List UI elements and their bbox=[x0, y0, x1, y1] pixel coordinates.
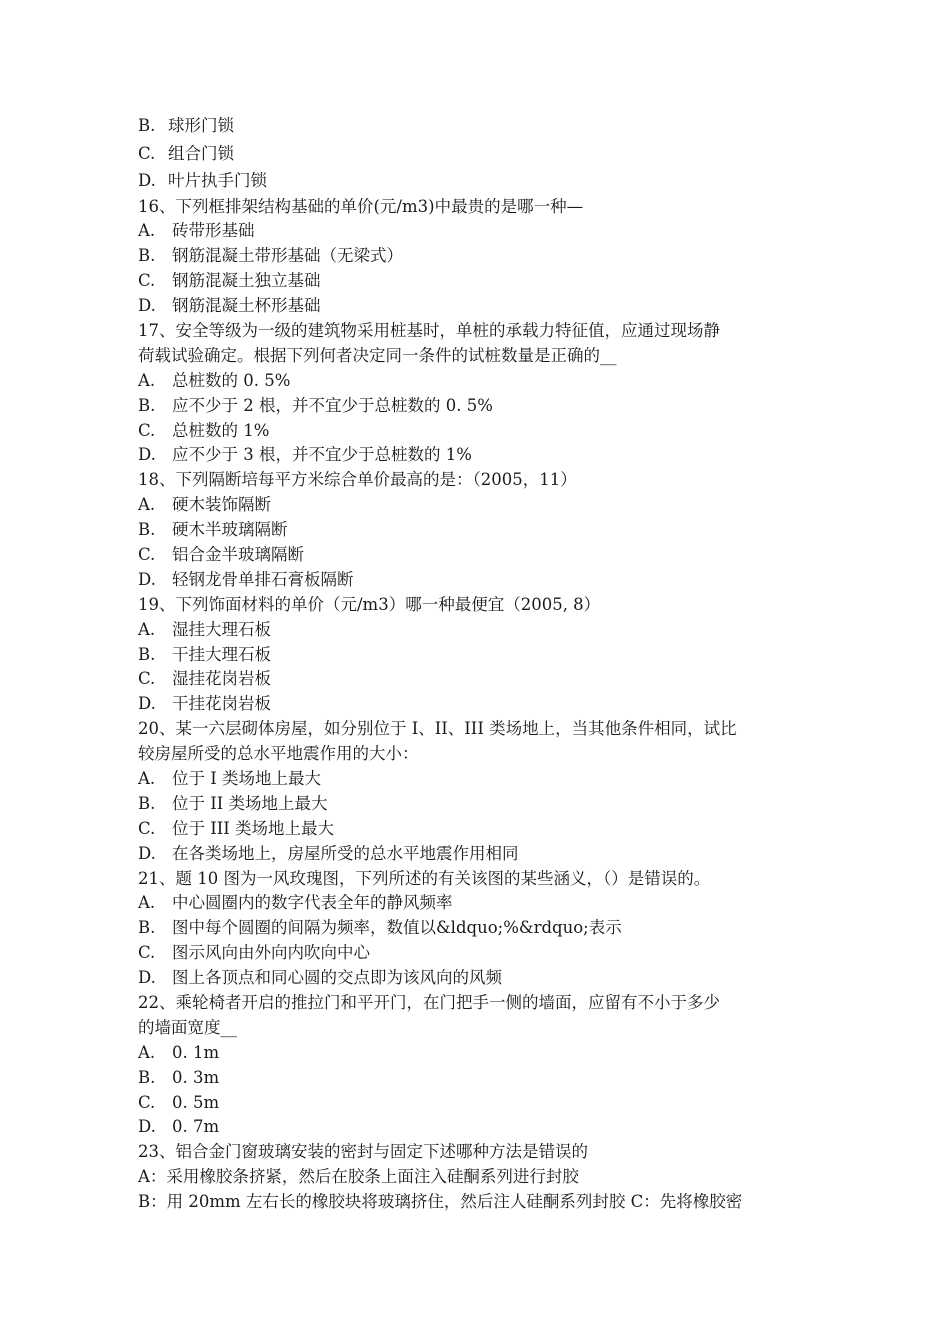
option-label: C. bbox=[138, 669, 156, 689]
question-block bbox=[138, 867, 828, 991]
option-text: 应不少于 2 根，并不宜少于总桩数的 0. 5% bbox=[172, 395, 493, 415]
question-stem-line: 20、某一六层砌体房屋，如分别位于 I、II、III 类场地上，当其他条件相同，试比 bbox=[138, 719, 737, 739]
option-text: 位于 III 类场地上最大 bbox=[172, 818, 335, 838]
option-label: B. bbox=[138, 246, 156, 266]
option-text: 0. 3m bbox=[172, 1067, 220, 1087]
option-line bbox=[138, 1066, 828, 1091]
option-line bbox=[138, 294, 828, 319]
option-line bbox=[138, 767, 828, 792]
option-text: 叶片执手门锁 bbox=[168, 171, 267, 190]
option-line bbox=[138, 167, 828, 195]
option-label: B. bbox=[138, 644, 156, 664]
option-label: D. bbox=[138, 694, 156, 714]
question-stem-line: 的墙面宽度__ bbox=[138, 1017, 237, 1037]
option-line bbox=[138, 891, 828, 916]
question-line-b: B：用 20mm 左右长的橡胶块将玻璃挤住，然后注人硅酮系列封胶 C：先将橡胶密 bbox=[138, 1192, 743, 1212]
question-stem-line: 16、下列框排架结构基础的单价(元/m3)中最贵的是哪一种— bbox=[138, 196, 584, 216]
option-text: 图示风向由外向内吹向中心 bbox=[172, 943, 370, 963]
option-text: 中心圆圈内的数字代表全年的静风频率 bbox=[172, 893, 453, 913]
option-text: 湿挂花岗岩板 bbox=[172, 669, 271, 689]
option-label: D. bbox=[138, 296, 156, 316]
option-line bbox=[138, 369, 828, 394]
option-text: 硬木半玻璃隔断 bbox=[172, 520, 288, 540]
option-line bbox=[138, 817, 828, 842]
option-label: A. bbox=[138, 768, 156, 788]
option-line bbox=[138, 543, 828, 568]
question-stem-line: 19、下列饰面材料的单价（元/m3）哪一种最便宜（2005, 8） bbox=[138, 594, 601, 614]
option-line bbox=[138, 1041, 828, 1066]
option-text: 湿挂大理石板 bbox=[172, 619, 271, 639]
option-line bbox=[138, 1091, 828, 1116]
option-line bbox=[138, 419, 828, 444]
option-line bbox=[138, 219, 828, 244]
option-label: D. bbox=[138, 569, 156, 589]
option-line bbox=[138, 1115, 828, 1140]
question-stem-line: 21、题 10 图为一风玫瑰图，下列所述的有关该图的某些涵义，（）是错误的。 bbox=[138, 868, 711, 888]
option-line bbox=[138, 518, 828, 543]
option-label: A. bbox=[138, 495, 156, 515]
option-text: 位于 II 类场地上最大 bbox=[172, 793, 328, 813]
option-text: 总桩数的 1% bbox=[172, 420, 270, 440]
option-text: 钢筋混凝土杯形基础 bbox=[172, 296, 321, 316]
option-label: C. bbox=[138, 143, 156, 163]
option-label: A. bbox=[138, 893, 156, 913]
question-block bbox=[138, 717, 828, 866]
option-label: A. bbox=[138, 1042, 156, 1062]
question-stem: 23、铝合金门窗玻璃安装的密封与固定下述哪种方法是错误的 bbox=[138, 1142, 588, 1162]
option-text: 砖带形基础 bbox=[172, 221, 255, 241]
option-line bbox=[138, 269, 828, 294]
option-text: 0. 5m bbox=[172, 1092, 220, 1112]
option-label: B. bbox=[138, 116, 156, 135]
option-line bbox=[138, 443, 828, 468]
option-line bbox=[138, 493, 828, 518]
option-label: C. bbox=[138, 271, 156, 291]
option-label: A. bbox=[138, 370, 156, 390]
question-block bbox=[138, 195, 828, 319]
option-text: 应不少于 3 根，并不宜少于总桩数的 1% bbox=[172, 445, 472, 465]
question-stem-line: 22、乘轮椅者开启的推拉门和平开门，在门把手一侧的墙面，应留有不小于多少 bbox=[138, 993, 720, 1012]
option-label: D. bbox=[138, 1117, 156, 1137]
option-line bbox=[138, 692, 828, 717]
option-text: 0. 7m bbox=[172, 1117, 220, 1137]
option-line bbox=[138, 792, 828, 817]
option-line bbox=[138, 112, 828, 140]
option-label: B. bbox=[138, 395, 156, 415]
option-text: 0. 1m bbox=[172, 1042, 220, 1062]
question-block bbox=[138, 991, 828, 1140]
option-label: A. bbox=[138, 221, 156, 241]
option-line bbox=[138, 941, 828, 966]
option-label: C. bbox=[138, 943, 156, 963]
question-stem-line: 荷载试验确定。根据下列何者决定同一条件的试桩数量是正确的__ bbox=[138, 345, 617, 365]
option-line bbox=[138, 667, 828, 692]
option-label: C. bbox=[138, 818, 156, 838]
option-line bbox=[138, 244, 828, 269]
option-label: D. bbox=[138, 843, 156, 863]
option-text: 图上各顶点和同心圆的交点即为该风向的风频 bbox=[172, 968, 502, 988]
question-stem-line: 18、下列隔断培每平方米综合单价最高的是：（2005，11） bbox=[138, 470, 577, 490]
option-line bbox=[138, 394, 828, 419]
option-text: 球形门锁 bbox=[168, 116, 234, 135]
option-text: 位于 I 类场地上最大 bbox=[172, 768, 322, 788]
option-text: 总桩数的 0. 5% bbox=[172, 370, 291, 390]
option-text: 在各类场地上，房屋所受的总水平地震作用相同 bbox=[172, 843, 519, 863]
option-text: 铝合金半玻璃隔断 bbox=[172, 544, 304, 564]
option-label: B. bbox=[138, 793, 156, 813]
option-line bbox=[138, 618, 828, 643]
option-text: 轻钢龙骨单排石膏板隔断 bbox=[172, 569, 354, 589]
option-text: 组合门锁 bbox=[168, 143, 234, 163]
option-text: 钢筋混凝土带形基础（无梁式） bbox=[172, 246, 403, 266]
option-label: C. bbox=[138, 1092, 156, 1112]
question-list bbox=[138, 195, 828, 1141]
question-stem-line: 较房屋所受的总水平地震作用的大小： bbox=[138, 744, 419, 764]
question-block bbox=[138, 593, 828, 717]
carryover-options bbox=[138, 112, 828, 195]
option-text: 硬木装饰隔断 bbox=[172, 495, 271, 515]
question-line-a: A：采用橡胶条挤紧，然后在胶条上面注入硅酮系列进行封胶 bbox=[138, 1167, 579, 1187]
option-label: D. bbox=[138, 445, 156, 465]
option-text: 干挂大理石板 bbox=[172, 644, 271, 664]
option-line bbox=[138, 568, 828, 593]
option-label: B. bbox=[138, 520, 156, 540]
question-block bbox=[138, 319, 828, 468]
question-block bbox=[138, 468, 828, 592]
question-stem-line: 17、安全等级为一级的建筑物采用桩基时，单桩的承载力特征值，应通过现场静 bbox=[138, 320, 720, 340]
option-text: 图中每个圆圈的间隔为频率，数值以&ldquo;%&rdquo;表示 bbox=[172, 918, 622, 938]
option-label: B. bbox=[138, 1067, 156, 1087]
option-line bbox=[138, 643, 828, 668]
option-text: 钢筋混凝土独立基础 bbox=[172, 271, 321, 291]
option-line bbox=[138, 140, 828, 168]
option-label: D. bbox=[138, 171, 156, 190]
option-label: C. bbox=[138, 420, 156, 440]
question-23 bbox=[138, 1140, 828, 1215]
option-label: A. bbox=[138, 619, 156, 639]
option-line bbox=[138, 842, 828, 867]
option-label: B. bbox=[138, 918, 156, 938]
document-page bbox=[138, 112, 828, 1215]
option-line bbox=[138, 966, 828, 991]
option-line bbox=[138, 916, 828, 941]
option-label: D. bbox=[138, 968, 156, 988]
option-text: 干挂花岗岩板 bbox=[172, 694, 271, 714]
option-label: C. bbox=[138, 544, 156, 564]
